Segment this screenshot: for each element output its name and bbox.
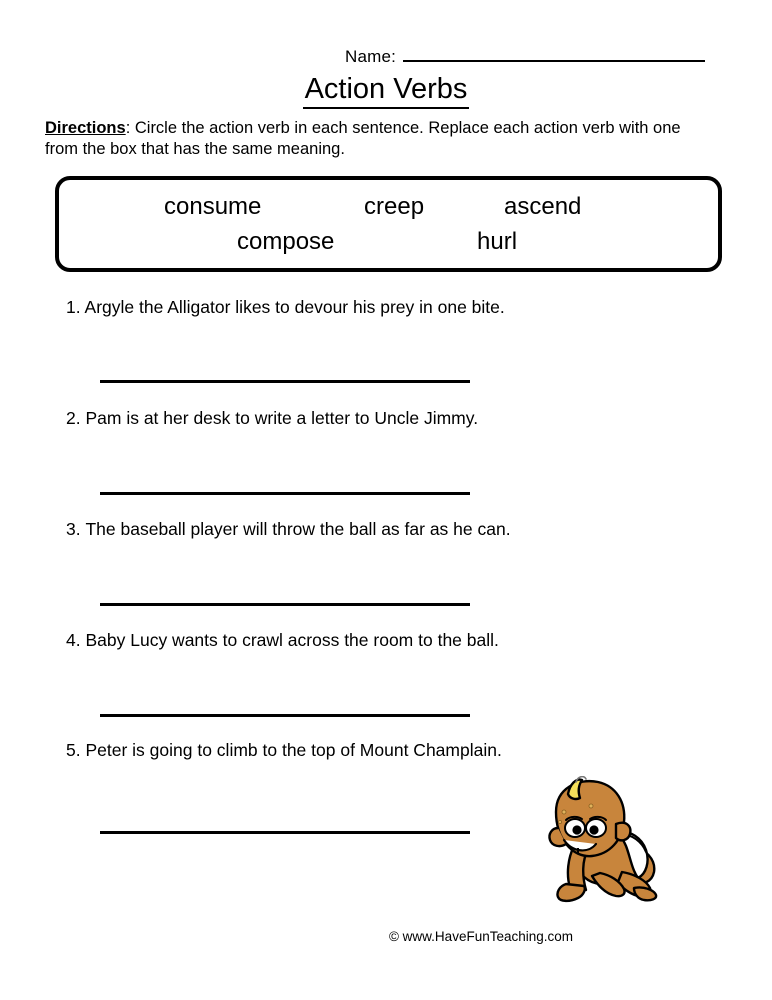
- word-bank-item-compose[interactable]: compose: [237, 228, 335, 255]
- copyright-text: © www.HaveFunTeaching.com: [388, 929, 574, 944]
- question-1-text[interactable]: Argyle the Alligator likes to devour his prey in one bite.: [84, 297, 505, 317]
- word-bank-row-1: [59, 192, 718, 224]
- question-1: [66, 296, 726, 318]
- crawling-baby-icon: [534, 776, 674, 911]
- name-row: [345, 44, 705, 68]
- directions-block: [45, 118, 715, 160]
- answer-line-2[interactable]: [100, 492, 470, 495]
- question-2-number: 2.: [66, 408, 81, 428]
- directions-label: Directions: [45, 119, 126, 137]
- word-bank-row-2: [59, 227, 718, 259]
- question-5-text[interactable]: Peter is going to climb to the top of Mount Champlain.: [85, 740, 502, 760]
- question-3-text[interactable]: The baseball player will throw the ball as far as he can.: [85, 519, 511, 539]
- question-4-number: 4.: [66, 630, 81, 650]
- page-title: [0, 73, 772, 109]
- question-3: [66, 518, 726, 540]
- footer: [0, 928, 772, 946]
- name-label: Name:: [345, 47, 397, 66]
- word-bank-box: [55, 176, 722, 272]
- name-write-in-line[interactable]: [403, 44, 705, 62]
- question-1-number: 1.: [66, 297, 81, 317]
- question-2: [66, 407, 726, 429]
- question-4-text[interactable]: Baby Lucy wants to crawl across the room to the ball.: [85, 630, 499, 650]
- answer-line-4[interactable]: [100, 714, 470, 717]
- answer-line-3[interactable]: [100, 603, 470, 606]
- answer-line-5[interactable]: [100, 831, 470, 834]
- word-bank-item-ascend[interactable]: ascend: [504, 193, 582, 220]
- word-bank-item-consume[interactable]: consume: [164, 193, 262, 220]
- question-5: [66, 739, 726, 761]
- question-4: [66, 629, 726, 651]
- word-bank-item-creep[interactable]: creep: [364, 193, 425, 220]
- page-title-text: Action Verbs: [303, 73, 470, 109]
- question-2-text[interactable]: Pam is at her desk to write a letter to Uncle Jimmy.: [85, 408, 479, 428]
- directions-text: : Circle the action verb in each sentence. Replace each action verb with one from the box that has the same meaning.: [45, 119, 681, 158]
- word-bank-item-hurl[interactable]: hurl: [477, 228, 518, 255]
- answer-line-1[interactable]: [100, 380, 470, 383]
- question-3-number: 3.: [66, 519, 81, 539]
- question-5-number: 5.: [66, 740, 81, 760]
